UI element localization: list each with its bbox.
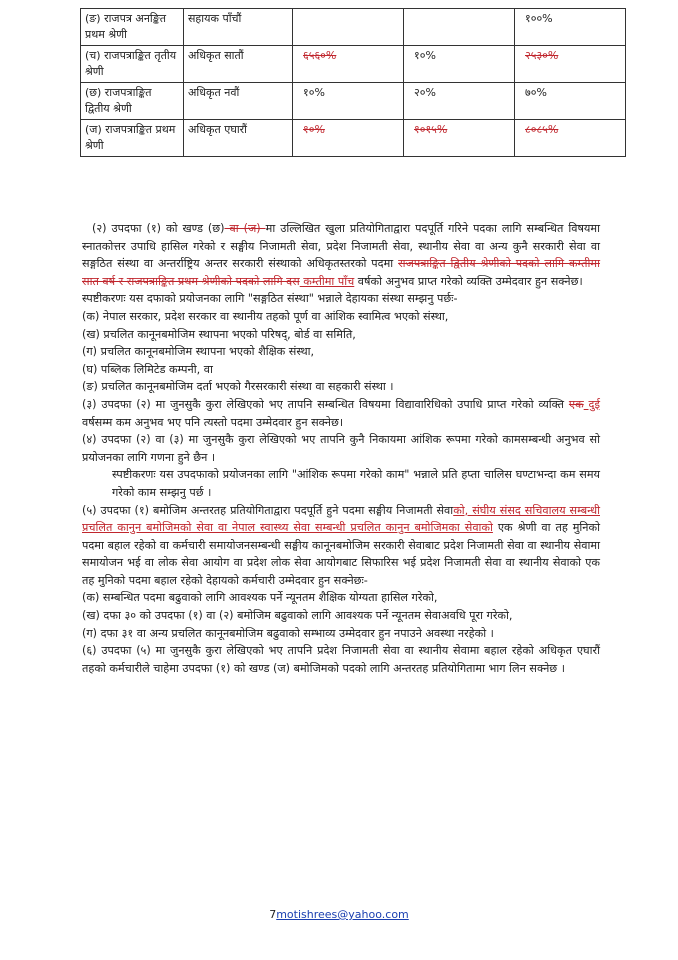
list-item: (ग) दफा ३१ वा अन्य प्रचलित कानूनबमोजिम बढुवाको सम्भाव्य उम्मेदवार हुन नपाउने अवस्था नरहेको ।	[82, 626, 494, 640]
paragraph-2	[82, 220, 600, 290]
table-cell: १००%	[515, 9, 626, 46]
explanation-1: स्पष्टीकरणः यस दफाको प्रयोजनका लागि "सङ्गठित संस्था" भन्नाले देहायका संस्था सम्झनु पर्छः-	[82, 292, 458, 306]
table-cell: सहायक पाँचौं	[184, 9, 293, 46]
document-body	[82, 220, 600, 677]
page-number: 7	[269, 908, 277, 921]
table-cell	[293, 9, 404, 46]
table-cell: (ङ) राजपत्र अनङ्कित प्रथम श्रेणी	[81, 9, 184, 46]
list-item: (घ) पब्लिक लिमिटेड कम्पनी, वा	[82, 362, 213, 376]
paragraph-text: (२) उपदफा (१) को खण्ड (छ)	[92, 222, 225, 235]
table-cell: ८०८५%	[515, 120, 626, 157]
table-row	[81, 120, 626, 157]
table-cell: (च) राजपत्राङ्कित तृतीय श्रेणी	[81, 46, 184, 83]
struck-text: एक	[568, 397, 584, 411]
table-cell: (ज) राजपत्राङ्कित प्रथम श्रेणी	[81, 120, 184, 157]
paragraph-text: (३) उपदफा (२) मा जुनसुकै कुरा लेखिएको भए तापनि सम्बन्धित विषयमा विद्यावारिधिको उपाधि प्राप्त गरेको व्यक्ति	[82, 397, 569, 411]
table-cell: १०%	[293, 83, 404, 120]
table-cell: (छ) राजपत्राङ्कित द्वितीय श्रेणी	[81, 83, 184, 120]
table-row	[81, 46, 626, 83]
table-cell: २०%	[404, 83, 515, 120]
struck-text: राजपत्राङ्कित द्वितीय श्रेणीको पदको लागि कम्तीमा सात वर्ष र राजपत्राङ्कित प्रथम श्रेणीको पदको लागि दस	[82, 257, 600, 288]
position-percentage-table	[80, 8, 626, 157]
paragraph-text: एक श्रेणी वा तह मुनिको पदमा बहाल रहेको वा कर्मचारी समायोजनसम्बन्धी सङ्घीय कानूनबमोजिम सरकारी सेवाबाट प्रदेश निजामती सेवा वा स्थानीय सेवामा समायोजन भई वा लोक सेवा आयोग वा प्रदेश लोक सेवा आयोगबाट सिफारिस भई प्रदेश निजामती सेवा वा स्थानीय सेवाको एक तह मुनिको पदमा बहाल रहेको देहायको कर्मचारी उम्मेदवार हुन सक्नेछः-	[82, 521, 600, 587]
struck-text: वा (ज)	[224, 222, 266, 235]
table-cell: १०%	[293, 120, 404, 157]
email-link[interactable]: motishrees@yahoo.com	[276, 908, 409, 921]
list-item: (ग) प्रचलित कानूनबमोजिम स्थापना भएको शैक्षिक संस्था,	[82, 345, 315, 359]
table-cell: २५३०%	[515, 46, 626, 83]
explanation-2: स्पष्टीकरणः यस उपदफाको प्रयोजनका लागि "आंशिक रूपमा गरेको काम" भन्नाले प्रति हप्ता चालिस घण्टाभन्दा कम समय गरेको काम सम्झनु पर्छ ।	[112, 468, 600, 499]
paragraph-text: मा उल्लिखित खुला प्रतियोगिताद्वारा पदपूर्ति गरिने पदका लागि सम्बन्धित विषयमा स्नातकोत्तर उपाधि हासिल गरेको र सङ्घीय निजामती सेवा, प्रदेश निजामती सेवा, स्थानीय सेवा वा अन्य कुनै सरकारी सेवा वा सङ्गठित संस्था वा अन्तर्राष्ट्रिय अन्तर सरकारी संस्थाको अधिकृतस्तरको पदमा	[82, 222, 600, 271]
paragraph-3	[82, 396, 600, 431]
paragraph-4: (४) उपदफा (२) वा (३) मा जुनसुकै कुरा लेखिएको भए तापनि कुनै निकायमा आंशिक रूपमा गरेको कामसम्बन्धी अनुभव सो प्रयोजनका लागि गणना हुने छैन ।	[82, 433, 600, 464]
table-cell: ६५६०%	[293, 46, 404, 83]
table-row	[81, 83, 626, 120]
paragraph-text: (५) उपदफा (१) बमोजिम अन्तरतह प्रतियोगिताद्वारा पदपूर्ति हुने पदमा सङ्घीय निजामती सेवा	[82, 503, 454, 517]
inserted-text: कम्तीमा पाँच	[299, 274, 355, 288]
table-cell	[404, 9, 515, 46]
table-cell: १०%	[404, 46, 515, 83]
table-cell: ७०%	[515, 83, 626, 120]
paragraph-text: वर्षको अनुभव प्राप्त गरेको व्यक्ति उम्मेदवार हुन सक्नेछ।	[354, 274, 583, 288]
list-item: (ख) दफा ३० को उपदफा (१) वा (२) बमोजिम बढुवाको लागि आवश्यक पर्ने न्यूनतम सेवाअवधि पूरा गरेको,	[82, 609, 513, 623]
table-row	[81, 9, 626, 46]
list-item: (ङ) प्रचलित कानूनबमोजिम दर्ता भएको गैरसरकारी संस्था वा सहकारी संस्था ।	[82, 380, 394, 394]
paragraph-text: वर्षसम्म कम अनुभव भए पनि त्यस्तो पदमा उम्मेदवार हुन सक्नेछ।	[82, 415, 344, 429]
table-cell: अधिकृत नवौं	[184, 83, 293, 120]
paragraph-5	[82, 502, 600, 590]
paragraph-6: (६) उपदफा (५) मा जुनसुकै कुरा लेखिएको भए तापनि प्रदेश निजामती सेवा वा स्थानीय सेवामा बहाल रहेको अधिकृत एघारौं तहको कर्मचारीले चाहेमा उपदफा (१) को खण्ड (ज) बमोजिमको पदको लागि अन्तरतह प्रतियोगितामा भाग लिन सक्नेछ ।	[82, 644, 600, 675]
inserted-text: को, संघीय संसद सचिवालय सम्बन्धी प्रचलित कानुन बमोजिमको सेवा वा नेपाल स्वास्थ्य सेवा सम्बन्धी प्रचलित कानुन बमोजिमका सेवाको	[82, 503, 600, 535]
list-item: (क) सम्बन्धित पदमा बढुवाको लागि आवश्यक पर्ने न्यूनतम शैक्षिक योग्यता हासिल गरेको,	[82, 591, 438, 605]
table-cell: अधिकृत सातौं	[184, 46, 293, 83]
table-cell: १०१५%	[404, 120, 515, 157]
list-item: (ख) प्रचलित कानूनबमोजिम स्थापना भएको परिषद्, बोर्ड वा समिति,	[82, 327, 356, 341]
page-footer	[0, 908, 678, 921]
table-cell: अधिकृत एघारौं	[184, 120, 293, 157]
inserted-text: दुई	[583, 397, 600, 411]
list-item: (क) नेपाल सरकार, प्रदेश सरकार वा स्थानीय तहको पूर्ण वा आंशिक स्वामित्व भएको संस्था,	[82, 309, 449, 323]
